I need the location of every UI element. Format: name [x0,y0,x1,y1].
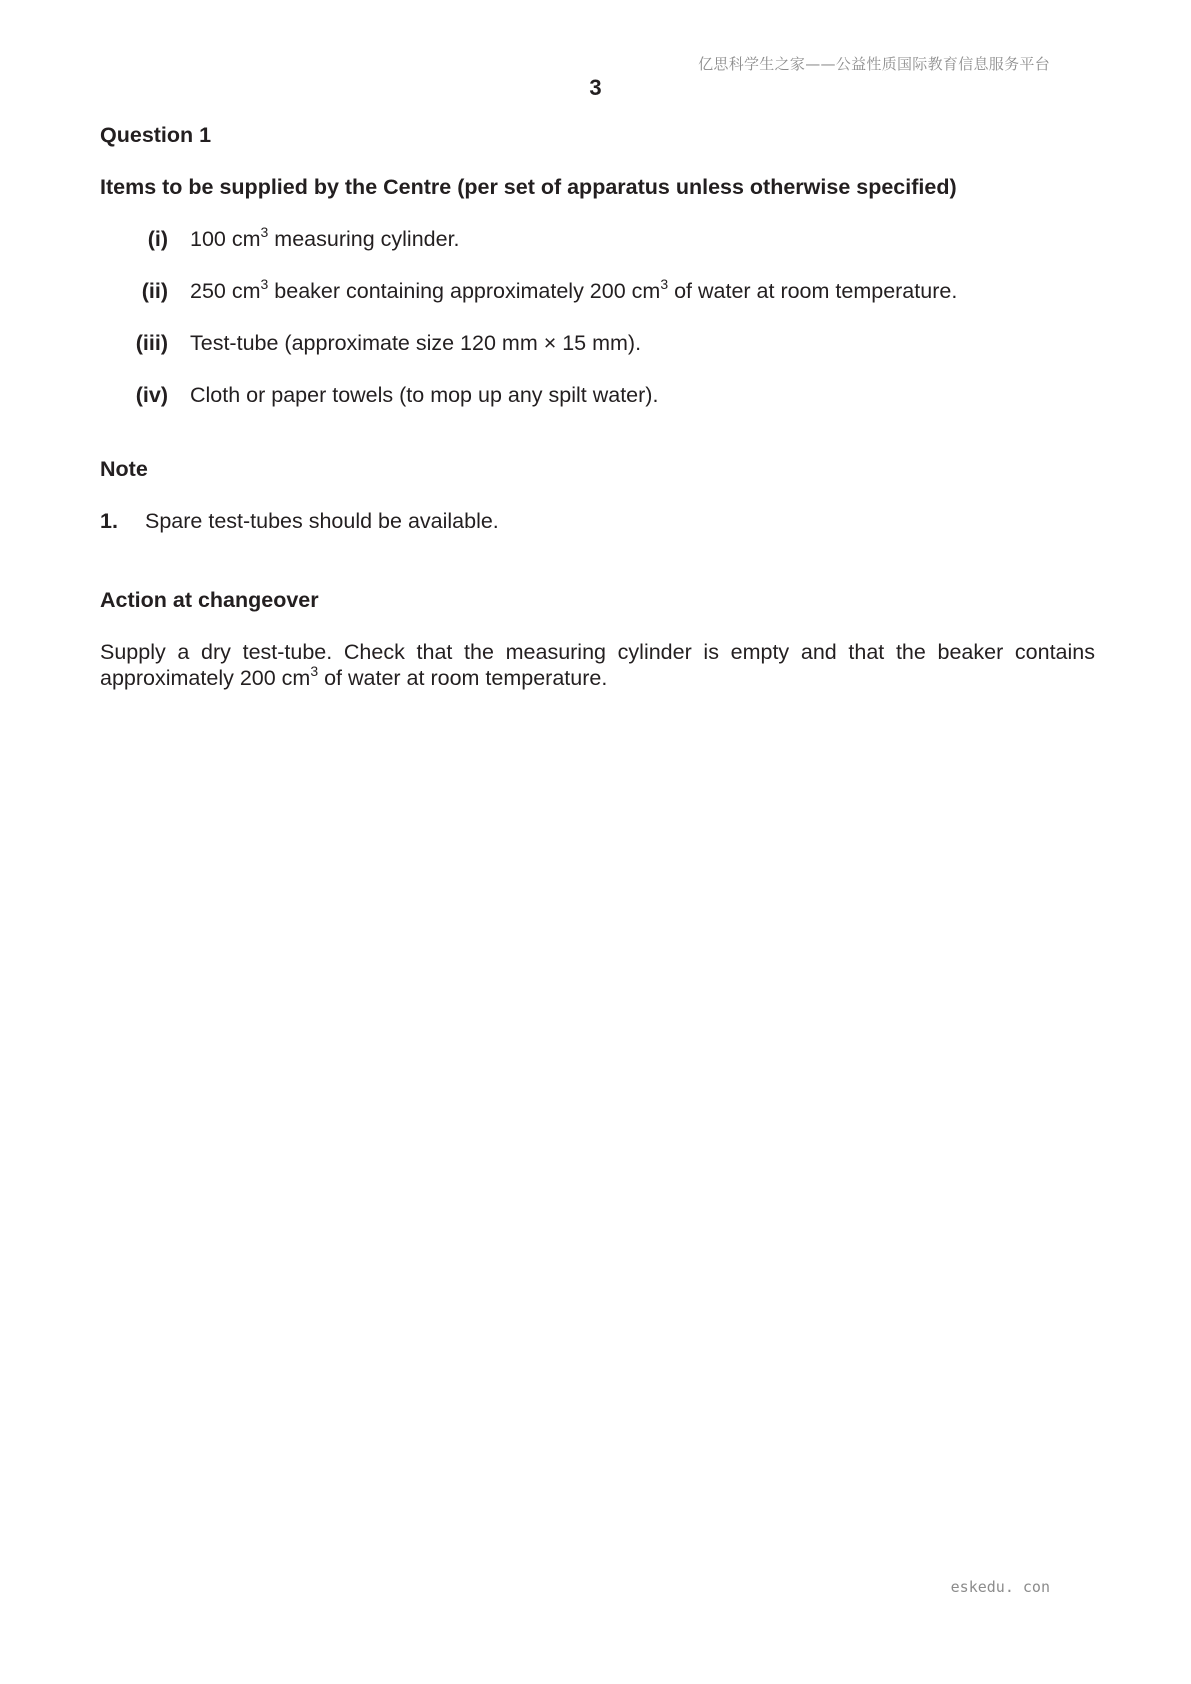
note-item [100,508,1095,535]
item-text [190,223,1095,253]
list-item [100,275,1095,305]
list-item [100,223,1095,253]
note-number: 1. [100,509,118,533]
item-label: (ii) [141,279,168,303]
action-text-part: of water at room temperature. [318,666,608,690]
items-list [100,223,1095,409]
list-item [100,382,1095,409]
list-item [100,330,1095,357]
superscript: 3 [310,662,319,679]
superscript: 3 [260,223,269,240]
note-text: Spare test-tubes should be available. [145,509,499,533]
item-label: (iv) [135,383,168,407]
item-text-part: 100 cm [190,227,261,251]
item-label: (i) [147,227,168,251]
action-paragraph [100,639,1095,691]
page-content [100,122,1095,713]
item-text-part: 250 cm [190,279,261,303]
question-title: Question 1 [100,123,212,147]
note-heading: Note [100,457,148,481]
action-heading: Action at changeover [100,588,319,612]
item-text [190,275,1095,305]
item-text-part: measuring cylinder. [268,227,460,251]
item-text-part: of water at room temperature. [668,279,958,303]
item-label: (iii) [135,331,168,355]
items-heading: Items to be supplied by the Centre (per set of apparatus unless otherwise specified) [100,175,957,199]
page-number: 3 [589,75,602,100]
superscript: 3 [260,275,269,292]
item-text: Test-tube (approximate size 120 mm × 15 mm). [190,331,642,355]
watermark-header: 亿思科学生之家——公益性质国际教育信息服务平台 [698,55,1050,73]
item-text-part: beaker containing approximately 200 cm [268,279,661,303]
action-text-part: Supply a dry test-tube. Check that the measuring cylinder is empty and that the beaker contains approximately 200 cm [100,640,1095,690]
superscript: 3 [660,275,669,292]
watermark-footer: eskedu. con [950,1578,1050,1596]
item-text: Cloth or paper towels (to mop up any spilt water). [190,383,659,407]
